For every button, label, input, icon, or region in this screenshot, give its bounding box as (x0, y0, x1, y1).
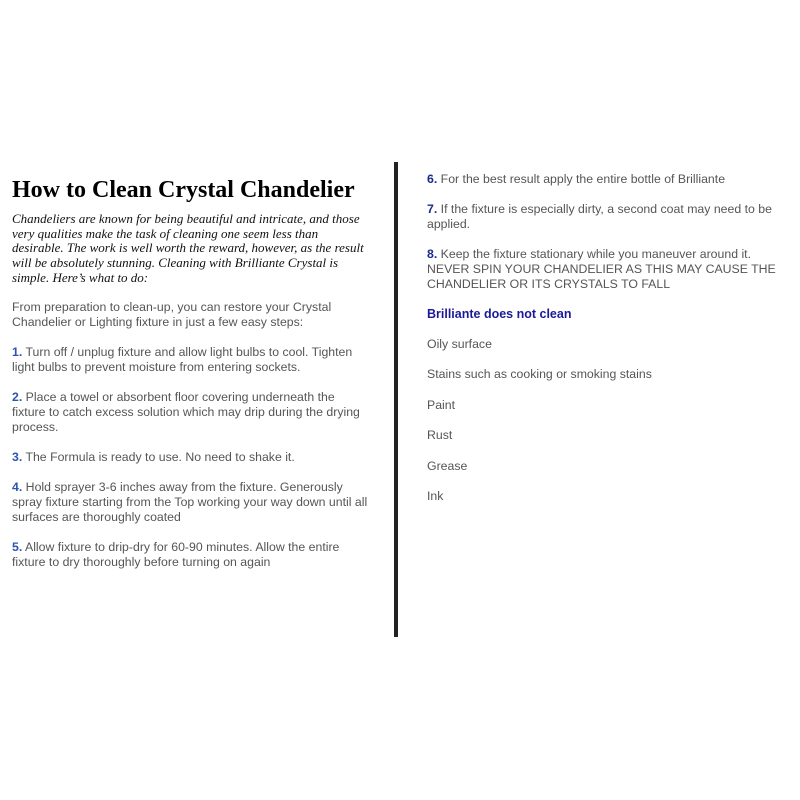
step-number: 4. (12, 479, 23, 494)
step-text: Hold sprayer 3-6 inches away from the fixture. Generously spray fixture starting from the Top working your way down until all surfaces are thoroughly coated (12, 479, 368, 524)
not-clean-item: Rust (427, 428, 453, 443)
column-divider (394, 162, 398, 637)
step-7 (427, 202, 787, 232)
not-clean-item: Paint (427, 397, 456, 412)
step-5 (12, 540, 368, 570)
step-text: For the best result apply the entire bottle of Brilliante (437, 172, 726, 186)
step-number: 7. (427, 201, 438, 216)
step-1 (12, 345, 368, 375)
left-column (12, 176, 368, 585)
right-column (427, 172, 787, 519)
lead-paragraph: From preparation to clean-up, you can restore your Crystal Chandelier or Lighting fixture in just a few easy steps: (12, 299, 332, 329)
step-text: Keep the fixture stationary while you maneuver around it. NEVER SPIN YOUR CHANDELIER AS THIS MAY CAUSE THE CHANDELIER OR ITS CRYSTALS TO FALL (427, 246, 776, 292)
not-clean-item: Ink (427, 488, 444, 503)
not-clean-item: Grease (427, 458, 468, 473)
step-text: Turn off / unplug fixture and allow light bulbs to cool. Tighten light bulbs to prevent moisture from entering sockets. (12, 344, 353, 374)
step-4 (12, 480, 368, 526)
step-number: 1. (12, 344, 23, 359)
step-number: 5. (12, 539, 23, 554)
step-number: 6. (427, 172, 438, 186)
step-2 (12, 390, 368, 436)
page-title: How to Clean Crystal Chandelier (12, 177, 355, 203)
not-clean-item: Stains such as cooking or smoking stains (427, 367, 652, 382)
step-3 (12, 450, 368, 465)
not-clean-heading: Brilliante does not clean (427, 307, 572, 321)
step-text: Allow fixture to drip-dry for 60-90 minutes. Allow the entire fixture to dry thoroughly before turning on again (12, 539, 340, 569)
step-number: 8. (427, 246, 438, 261)
step-text: If the fixture is especially dirty, a second coat may need to be applied. (427, 201, 772, 231)
step-text: Place a towel or absorbent floor covering underneath the fixture to catch excess solution which may drip during the drying process. (12, 389, 360, 434)
step-text: The Formula is ready to use. No need to shake it. (22, 449, 295, 464)
step-8 (427, 247, 787, 293)
step-6 (427, 172, 787, 187)
step-number: 2. (12, 389, 23, 404)
step-number: 3. (12, 449, 23, 464)
not-clean-item: Oily surface (427, 337, 492, 351)
intro-paragraph: Chandeliers are known for being beautiful and intricate, and those very qualities make the task of cleaning one seem less than desirable. The work is well worth the reward, however, as the result will be absolutely stunning. Cleaning with Brilliante Crystal is simple. Here’s what to do: (12, 211, 364, 285)
